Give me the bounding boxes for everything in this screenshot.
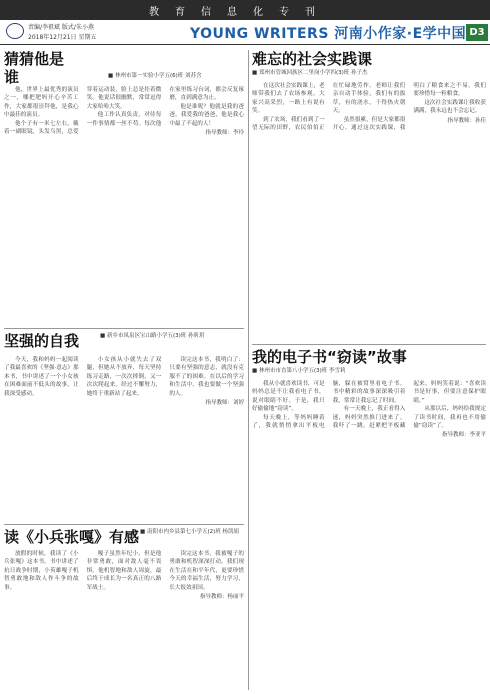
divider (4, 328, 244, 329)
paragraph: 读完这本书，我被嘎子的勇敢和机智深深打动。我们现在生活在和平年代，更要珍惜今天的幸福生活，努力学习，长大报效祖国。 (169, 551, 244, 591)
paragraph: 这次社会实践课让我收获满满，我永远也不会忘记。 (413, 99, 486, 115)
divider (4, 524, 244, 525)
teacher-credit: 指导教师：刘婷 (205, 400, 244, 407)
page-number-badge: D3 (466, 24, 488, 41)
article-byline (100, 332, 205, 340)
teacher-credit: 指导教师：李亚平 (441, 432, 486, 439)
divider (252, 344, 486, 345)
article-ebook-reading (252, 348, 486, 690)
byline-text: ■ 林州市市直第八小学五(3)班 李雪莉 (252, 368, 346, 374)
editor-line: 责编/李祖斌 版式/朱小燕 (28, 24, 94, 31)
paragraph: 我从小就喜欢读书，可是妈妈总是不让我看电子书，说对眼睛不好。于是，我只好偷偷地“窃读”。 (252, 381, 325, 413)
masthead: YOUNG WRITERS 河南小作家·E学中国 (190, 26, 467, 42)
article-body (252, 380, 486, 686)
article-title: 坚强的自我 (4, 332, 80, 350)
teacher-credit: 指导教师：杨丽平 (199, 594, 244, 601)
paragraph: 读完这本书，我明白了：只要有坚强的意志，就没有克服不了的困难。在以后的学习和生活中，我也要做一个坚强的人。 (169, 357, 244, 397)
teacher-credit: 指导教师：李玲 (205, 130, 244, 137)
newspaper-logo-icon (6, 23, 24, 39)
paragraph: 到了农场，我们看到了一望无际的田野，农民伯伯正在忙碌地劳作。老师让我们亲自动手体验，我们有的拔草，有的浇水，干得热火朝天。 (252, 83, 406, 132)
article-body (4, 550, 244, 690)
paragraph: 小女孩从小就失去了双腿，但她从不放弃，每天坚持练习走路，一次次摔倒，又一次次爬起来。经过不懈努力，她终于重新站了起来。 (86, 357, 162, 397)
byline-text: ■ 南阳市内乡县第七小学五(2)班 杨凯娟 (140, 529, 239, 535)
category-title: 教育信息化专刊 (149, 7, 331, 18)
paragraph: 他，世界上最优秀的演员之一，哪把肥妈开心辛苦工作，大家都很崇拜他，是我心中最佳的演员。 (4, 87, 79, 119)
paragraph: 从那以后，妈妈给我规定了读书时间，我再也不用偷偷“窃读”了。 (413, 406, 486, 430)
header-rule (0, 44, 490, 45)
paragraph: 他是谁呢？他就是我的爸爸。我爱我的爸爸，他是我心中最了不起的人！ (169, 103, 244, 127)
byline-text: ■ 郑州市管城回族区二里岗小学四(3)班 孙子杰 (252, 70, 368, 76)
teacher-credit: 指导教师：孙佳 (447, 117, 486, 124)
article-title: 读《小兵张嘎》有感 (4, 528, 140, 546)
paragraph: 今天，我和妈妈一起阅读了我最喜欢的《坚强·意志》那本书，书中讲述了一个小女孩在困难面前不低头的故事，让我深受感动。 (4, 357, 79, 397)
article-body (4, 86, 244, 316)
article-strong-self (4, 332, 244, 522)
article-byline (252, 69, 368, 77)
article-byline (108, 72, 202, 80)
paragraph: 他工作认真负责，对待每一件事情都一丝不苟。每次他在家里练习台词，都会反复琢磨，直到满意为止。 (86, 87, 244, 127)
article-title: 难忘的社会实践课 (252, 50, 373, 68)
date-line: 2018年12月21日 星期五 (28, 34, 97, 41)
article-title: 我的电子书“窃读”故事 (252, 348, 407, 366)
article-byline (140, 528, 239, 536)
paragraph: 有一天晚上，我正看得入迷，妈妈突然推门进来了。我吓了一跳，赶紧把平板藏起来。妈妈笑着说：“喜欢读书是好事，但要注意保护眼睛。” (332, 381, 486, 430)
publication-info (0, 21, 140, 43)
page-header (0, 0, 490, 44)
article-title: 猜猜他是谁 (4, 50, 65, 86)
paragraph: 放假的时候，我读了《小兵张嘎》这本书。书中讲述了抗日战争时期，小英雄嘎子机智勇敢地和敌人作斗争的故事。 (4, 551, 79, 591)
article-guess-who (4, 50, 244, 325)
paragraph: 他个子有一米七左右，戴着一副眼镜，头发乌黑，总爱穿着运动装，脸上总是挂着微笑。他说话很幽默，常常逗得大家哈哈大笑。 (4, 87, 162, 136)
byline-text: ■ 新乡市凤泉区宝山路小学五(3)班 孙昕玥 (100, 333, 205, 339)
article-body (4, 356, 244, 518)
article-little-soldier (4, 528, 244, 690)
paragraph: 每天晚上，等妈妈睡着了，我就悄悄拿出平板电脑，躲在被窝里看电子书。书中精彩的故事深深吸引着我，常常让我忘记了时间。 (252, 381, 406, 430)
paragraph: 在这次社会实践课上，老师带我们去了农场参观。大家兴高采烈，一路上有说有笑。 (252, 83, 325, 115)
paragraph: 嘎子虽然年纪小，但是他非常勇敢，面对敌人毫不畏惧。他机智地和敌人周旋，最后终于成长为一名真正的八路军战士。 (86, 551, 162, 591)
article-body (252, 82, 486, 338)
byline-text: ■ 林州市第一实验小学五(6)班 刘苏含 (108, 73, 202, 79)
paragraph: 虽然很累，但是大家都很开心。通过这次实践课，我明白了粮食来之不易，我们要珍惜每一粒粮食。 (332, 83, 486, 132)
category-bar (0, 0, 490, 20)
article-byline (252, 367, 346, 375)
article-social-practice (252, 50, 486, 342)
column-divider (248, 50, 249, 690)
